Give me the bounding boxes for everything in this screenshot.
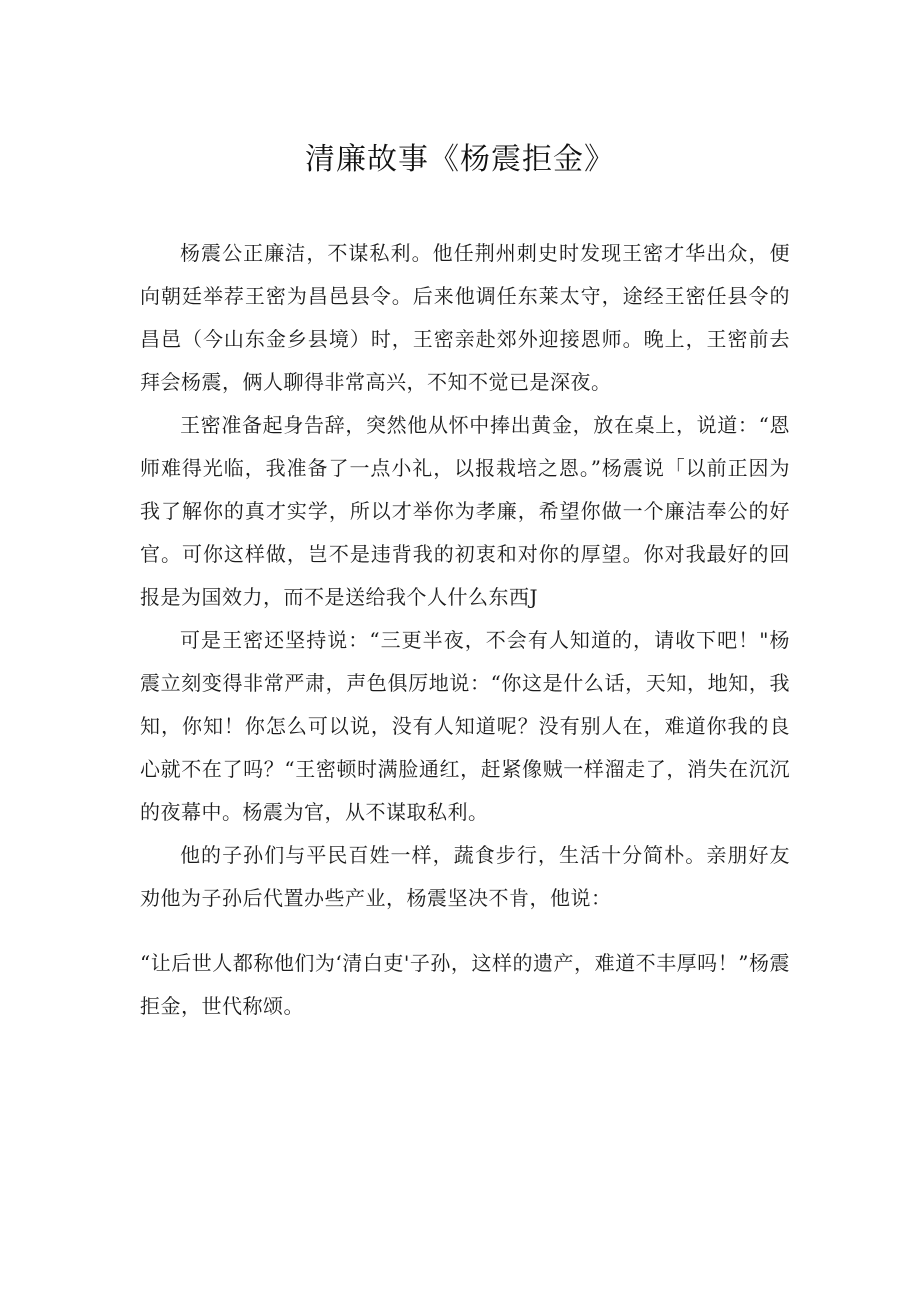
document-title: 清廉故事《杨震拒金》 <box>305 142 615 177</box>
paragraph-5: “让后世人都称他们为‘清白吏'子孙，这样的遗产，难道不丰厚吗！”杨震拒金，世代称颂。 <box>140 951 790 1018</box>
paragraph-2: 王密准备起身告辞，突然他从怀中捧出黄金，放在桌上，说道：“恩师难得光临，我准备了一点小礼，以报栽培之恩。”杨震说「以前正因为我了解你的真才实学，所以才举你为孝廉，希望你做一个廉洁奉公的好官。可你这样做，岂不是违背我的初衷和对你的厚望。你对我最好的回报是为国效力，而不是送给我个人什么东西J <box>140 413 790 609</box>
paragraph-4: 他的子孙们与平民百姓一样，蔬食步行，生活十分简朴。亲朋好友劝他为子孙后代置办些产业，杨震坚决不肯，他说： <box>140 843 790 910</box>
paragraph-3: 可是王密还坚持说：“三更半夜，不会有人知道的，请收下吧！"杨震立刻变得非常严肃，声色俱厉地说：“你这是什么话，天知，地知，我知，你知！你怎么可以说，没有人知道呢？没有别人在，难道你我的良心就不在了吗？“王密顿时满脸通红，赶紧像贼一样溜走了，消失在沉沉的夜幕中。杨震为官，从不谋取私利。 <box>140 628 790 824</box>
paragraph-1: 杨震公正廉洁，不谋私利。他任荆州刺史时发现王密才华出众，便向朝廷举荐王密为昌邑县令。后来他调任东莱太守，途经王密任县令的昌邑（今山东金乡县境）时，王密亲赴郊外迎接恩师。晚上，王密前去拜会杨震，俩人聊得非常高兴，不知不觉已是深夜。 <box>140 241 790 394</box>
document-body <box>140 232 790 1028</box>
